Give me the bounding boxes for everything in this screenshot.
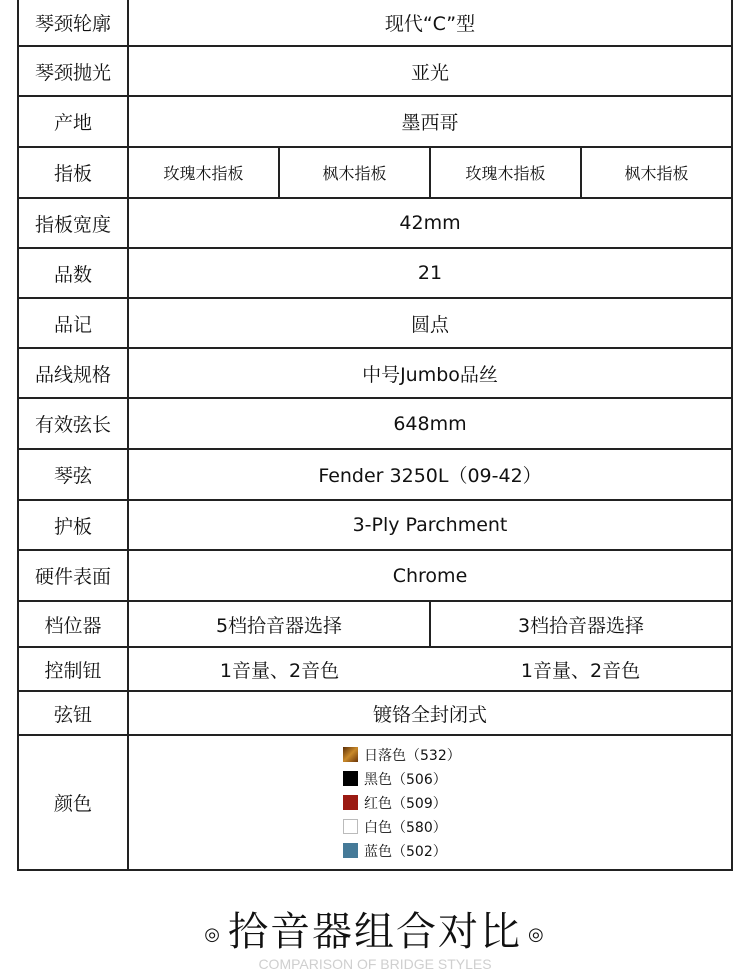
color-name: 红色（509）	[364, 795, 447, 812]
switch-option: 5档拾音器选择	[215, 614, 343, 637]
fingerboard-option: 玫瑰木指板	[163, 164, 244, 183]
row-label: 硬件表面	[19, 551, 129, 600]
row-colors	[19, 736, 731, 869]
row-value: 中号Jumbo品丝	[362, 363, 498, 386]
row-label: 品记	[19, 299, 129, 347]
row-label: 弦钮	[19, 692, 129, 734]
controls-option: 1音量、2音色	[219, 659, 340, 682]
color-swatch	[343, 843, 358, 858]
row-strings	[19, 450, 731, 501]
color-item	[343, 816, 731, 837]
row-value: 648mm	[393, 412, 467, 435]
row-label: 产地	[19, 97, 129, 146]
row-value: 镀铬全封闭式	[372, 703, 487, 726]
switch-option: 3档拾音器选择	[429, 602, 731, 646]
fingerboard-option: 枫木指板	[580, 148, 731, 197]
fingerboard-option: 枫木指板	[278, 148, 429, 197]
color-swatch	[343, 747, 358, 762]
row-value: 21	[417, 262, 443, 284]
row-fingerboard	[19, 148, 731, 199]
switch-options	[129, 602, 731, 646]
row-value: 现代“C”型	[384, 13, 476, 35]
row-switch	[19, 602, 731, 648]
section-subtitle: COMPARISON OF BRIDGE STYLES	[258, 956, 492, 972]
color-swatch	[343, 819, 358, 834]
row-value: 圆点	[410, 313, 449, 336]
fingerboard-options	[129, 148, 731, 197]
row-origin	[19, 97, 731, 148]
row-label: 指板宽度	[19, 199, 129, 247]
row-fret-wire	[19, 349, 731, 399]
row-value: 3-Ply Parchment	[352, 514, 508, 536]
row-value: Fender 3250L（09-42）	[318, 465, 542, 487]
row-label: 品数	[19, 249, 129, 297]
row-label: 琴颈抛光	[19, 47, 129, 95]
fingerboard-option: 玫瑰木指板	[429, 148, 580, 197]
spec-table	[17, 0, 733, 871]
row-label: 档位器	[19, 602, 129, 646]
row-label: 护板	[19, 501, 129, 549]
row-label: 控制钮	[19, 648, 129, 690]
row-value: 亚光	[410, 61, 449, 84]
row-tuners	[19, 692, 731, 736]
row-label: 颜色	[19, 736, 129, 869]
row-neck-profile	[19, 0, 731, 47]
row-value: 42mm	[399, 212, 461, 234]
color-name: 白色（580）	[364, 819, 447, 836]
row-pickguard	[19, 501, 731, 551]
controls-options	[129, 648, 731, 690]
row-value: 墨西哥	[401, 112, 459, 134]
row-controls	[19, 648, 731, 692]
bullet-icon: ◎	[528, 923, 546, 945]
bullet-icon: ◎	[204, 923, 222, 945]
section-title	[0, 900, 750, 957]
controls-option: 1音量、2音色	[520, 659, 641, 682]
color-item	[343, 768, 731, 789]
row-neck-finish	[19, 47, 731, 97]
color-list	[129, 736, 731, 869]
row-value: Chrome	[392, 564, 468, 587]
row-label: 指板	[19, 148, 129, 197]
color-name: 黑色（506）	[364, 771, 447, 788]
color-item	[343, 792, 731, 813]
row-frets	[19, 249, 731, 299]
row-label: 有效弦长	[19, 399, 129, 448]
color-name: 日落色（532）	[364, 747, 461, 764]
color-item	[343, 744, 731, 765]
section-title-text: 拾音器组合对比	[228, 909, 522, 955]
row-label: 琴颈轮廓	[19, 0, 129, 45]
color-swatch	[343, 771, 358, 786]
color-item	[343, 840, 731, 861]
row-label: 品线规格	[19, 349, 129, 397]
row-inlays	[19, 299, 731, 349]
row-label: 琴弦	[19, 450, 129, 499]
row-fingerboard-width	[19, 199, 731, 249]
color-name: 蓝色（502）	[364, 843, 447, 860]
row-scale-length	[19, 399, 731, 450]
color-swatch	[343, 795, 358, 810]
row-hardware	[19, 551, 731, 602]
